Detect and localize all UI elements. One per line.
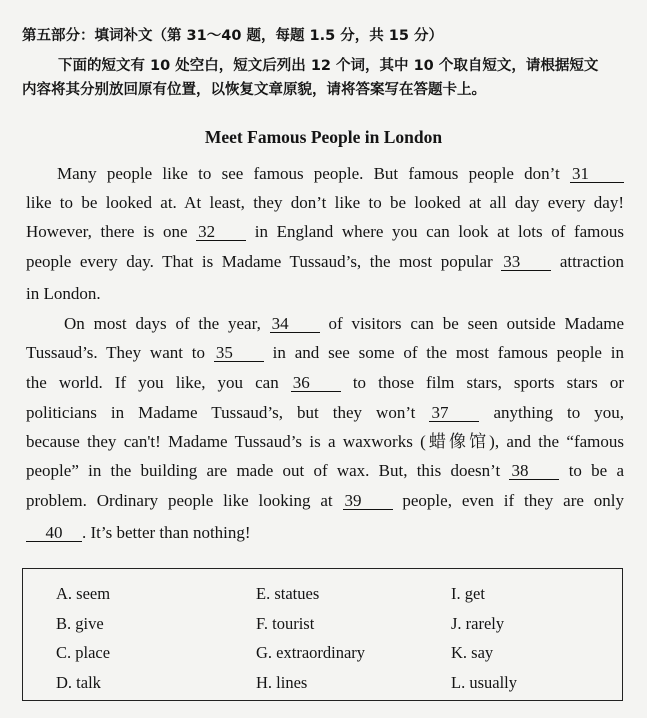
passage-line: in London.	[26, 284, 101, 303]
option-a[interactable]: A. seem	[56, 584, 111, 603]
blank-39[interactable]: 39	[343, 493, 393, 510]
option-e[interactable]: E. statues	[256, 584, 320, 603]
blank-33[interactable]: 33	[501, 254, 551, 271]
option-j[interactable]: J. rarely	[451, 614, 505, 633]
passage-line: politicians in Madame Tussaud’s, but they won’t 37 anything to you,	[26, 403, 624, 422]
blank-36[interactable]: 36	[291, 375, 341, 392]
option-c[interactable]: C. place	[56, 643, 111, 662]
blank-38[interactable]: 38	[509, 463, 559, 480]
blank-35[interactable]: 35	[214, 345, 264, 362]
option-d[interactable]: D. talk	[56, 673, 101, 692]
option-l[interactable]: L. usually	[451, 673, 518, 692]
blank-32[interactable]: 32	[196, 224, 246, 241]
passage-line: 40 . It’s better than nothing!	[26, 522, 624, 544]
passage-line: because they can't! Madame Tussaud’s is a waxworks (蜡像馆), and the “famous	[26, 432, 624, 451]
passage-title: Meet Famous People in London	[204, 127, 443, 147]
option-b[interactable]: B. give	[56, 614, 104, 633]
passage-line: However, there is one 32 in England where you can look at lots of famous	[26, 222, 625, 241]
option-g[interactable]: G. extraordinary	[256, 643, 366, 662]
instruction-line-2: 内容将其分别放回原有位置，以恢复文章原貌，请将答案写在答题卡上。	[22, 82, 486, 98]
passage-line: people” in the building are made out of wax. But, this doesn’t 38 to be a	[26, 461, 624, 480]
passage-line: the world. If you like, you can 36 to those film stars, sports stars or	[26, 373, 624, 392]
passage-line: people every day. That is Madame Tussaud’s, the most popular 33 attraction	[26, 252, 625, 271]
option-f[interactable]: F. tourist	[256, 614, 315, 633]
blank-40[interactable]: 40	[26, 525, 82, 542]
blank-31[interactable]: 31	[570, 166, 624, 183]
instruction-line-1: 下面的短文有 10 处空白，短文后列出 12 个词，其中 10 个取自短文，请根据短文	[58, 58, 599, 74]
passage-line: problem. Ordinary people like looking at 39 people, even if they are only	[26, 491, 625, 510]
passage-line: On most days of the year, 34 of visitors can be seen outside Madame	[64, 314, 625, 333]
section-heading: 第五部分：填词补文（第 31～40 题，每题 1.5 分，共 15 分）	[22, 28, 444, 44]
option-h[interactable]: H. lines	[256, 673, 308, 692]
blank-37[interactable]: 37	[429, 405, 479, 422]
passage-line: Tussaud’s. They want to 35 in and see some of the most famous people in	[26, 343, 625, 362]
blank-34[interactable]: 34	[270, 316, 320, 333]
word-options-box	[22, 568, 623, 701]
passage-line: Many people like to see famous people. But famous people don’t 31	[57, 163, 624, 185]
passage-line: like to be looked at. At least, they don’t like to be looked at all day every day!	[26, 193, 624, 212]
option-k[interactable]: K. say	[451, 643, 494, 662]
option-i[interactable]: I. get	[451, 584, 485, 603]
